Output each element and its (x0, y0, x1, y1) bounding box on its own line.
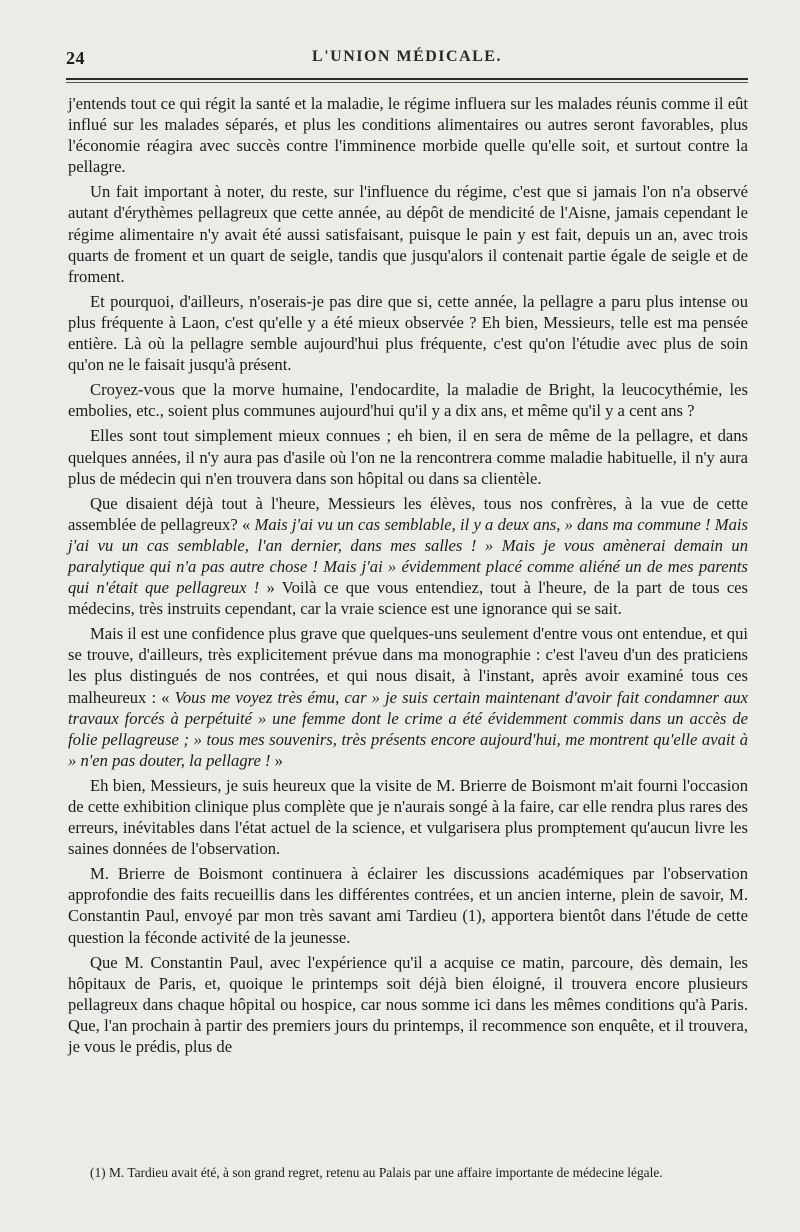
paragraph-text: » Voilà ce que vous entendiez, tout à l'heure, de la part de tous ces médecins, très instruits cependant, car la vraie science est une ignorance qui se sait. (68, 578, 749, 619)
paragraph-text: Que disaient déjà tout à l'heure, Messieurs les élèves, tous nos confrères, à la vue de cette assemblée de pellagreux? « (68, 493, 748, 534)
header-rule-thin (66, 82, 748, 83)
quoted-speech: Mais j'ai vu un cas semblable, il y a deux ans, » dans ma commune ! Mais j'ai vu un cas semblable, l'an dernier, dans mes salles ! » Mais je vous amènerai demain un paralytique qui n'a pas autre chose ! Mais j'ai » évidemment placé comme aliéné un de mes parents qui n'était que pellagreux ! (68, 514, 748, 598)
paragraph-text: Mais il est une confidence plus grave que quelques-uns seulement d'entre vous ont entendue, et qui se trouve, d'ailleurs, très explicitement prévue dans ma monographie : c'est l'aveu d'un des praticiens les plus distingués de nos contrées, et qui nous disait, à l'instant, après avoir examiné tous ces malheureux : « (68, 624, 748, 707)
paragraph (68, 493, 748, 620)
paragraph: Et pourquoi, d'ailleurs, n'oserais-je pas dire que si, cette année, la pellagre a paru plus intense ou plus fréquente à Laon, c'est qu'elle y a été mieux observée ? Eh bien, Messieurs, telle est ma pensée entière. Là où la pellagre semble aujourd'hui plus fréquente, c'est qu'on l'étudie avec plus de soin qu'on ne le faisait jusqu'à présent. (68, 291, 748, 375)
paragraph: Eh bien, Messieurs, je suis heureux que la visite de M. Brierre de Boismont m'ait fourni l'occasion de cette exhibition clinique plus complète que je n'aurais songé à la faire, car elle rendra plus rares des erreurs, inévitables dans l'état actuel de la science, et vulgarisera plus promptement qu'aucun livre les saines données de l'observation. (68, 775, 748, 859)
paragraph-text: » (270, 750, 283, 770)
footnote (68, 1164, 748, 1181)
paragraph: j'entends tout ce qui régit la santé et la maladie, le régime influera sur les malades réunis comme il eût influé sur les malades séparés, et plus les conditions alimentaires ou autres seront favorables, plus l'économie réagira avec succès contre l'imminence morbide quelle qu'elle soit, et surtout contre la pellagre. (68, 94, 748, 177)
paragraph: Elles sont tout simplement mieux connues ; eh bien, il en sera de même de la pellagre, et dans quelques années, il n'y aura pas d'asile où l'on ne la rencontrera comme maladie habituelle, il n'y aura plus de médecin qui n'en trouvera dans son hôpital ou dans sa clientèle. (68, 426, 748, 488)
paragraph: Croyez-vous que la morve humaine, l'endocardite, la maladie de Bright, la leucocythémie, les embolies, etc., soient plus communes aujourd'hui qu'il y a dix ans, et même qu'il y a cent ans ? (68, 380, 748, 421)
paragraph: M. Brierre de Boismont continuera à éclairer les discussions académiques par l'observation approfondie des faits recueillis dans les différentes contrées, et un ancien interne, plein de savoir, M. Constantin Paul, envoyé par mon très savant ami Tardieu (1), apportera bientôt dans l'étude de cette question la féconde activité de la jeunesse. (68, 864, 748, 947)
paragraph: Que M. Constantin Paul, avec l'expérience qu'il a acquise ce matin, parcoure, dès demain, les hôpitaux de Paris, et, quoique le printemps soit déjà bien éloigné, il trouvera encore plusieurs pellagreux dans chaque hôpital ou hospice, car nous somme ici dans les mêmes conditions qu'à Paris. Que, l'an prochain à partir des premiers jours du printemps, il recommence son enquête, et il trouvera, je vous le prédis, plus de (68, 952, 748, 1057)
running-title: L'UNION MÉDICALE. (312, 48, 502, 65)
quoted-speech: Vous me voyez très ému, car » je suis certain maintenant d'avoir fait condamner aux travaux forcés à perpétuité » une femme dont le crime a été évidemment commis dans un accès de folie pellagreuse ; » tous mes souvenirs, très présents encore aujourd'hui, me montrent qu'elle avait à » n'en pas douter, la pellagre ! (68, 687, 748, 770)
page-number: 24 (66, 48, 85, 68)
footnote-text: (1) M. Tardieu avait été, à son grand regret, retenu au Palais par une affaire importante de médecine légale. (90, 1165, 663, 1180)
paragraph: Un fait important à noter, du reste, sur l'influence du régime, c'est que si jamais l'on n'a observé autant d'érythèmes pellagreux que cette année, au dépôt de mendicité de l'Aisne, jamais cependant le régime alimentaire n'y avait été aussi satisfaisant, puisque le pain y est fait, depuis un an, avec trois quarts de froment et un quart de seigle, tandis que jusqu'alors il contenait partie égale de seigle et de froment. (68, 182, 748, 286)
header-rule (66, 78, 748, 80)
paragraph (68, 623, 748, 771)
body-text (68, 93, 748, 1061)
page-header (66, 48, 748, 72)
